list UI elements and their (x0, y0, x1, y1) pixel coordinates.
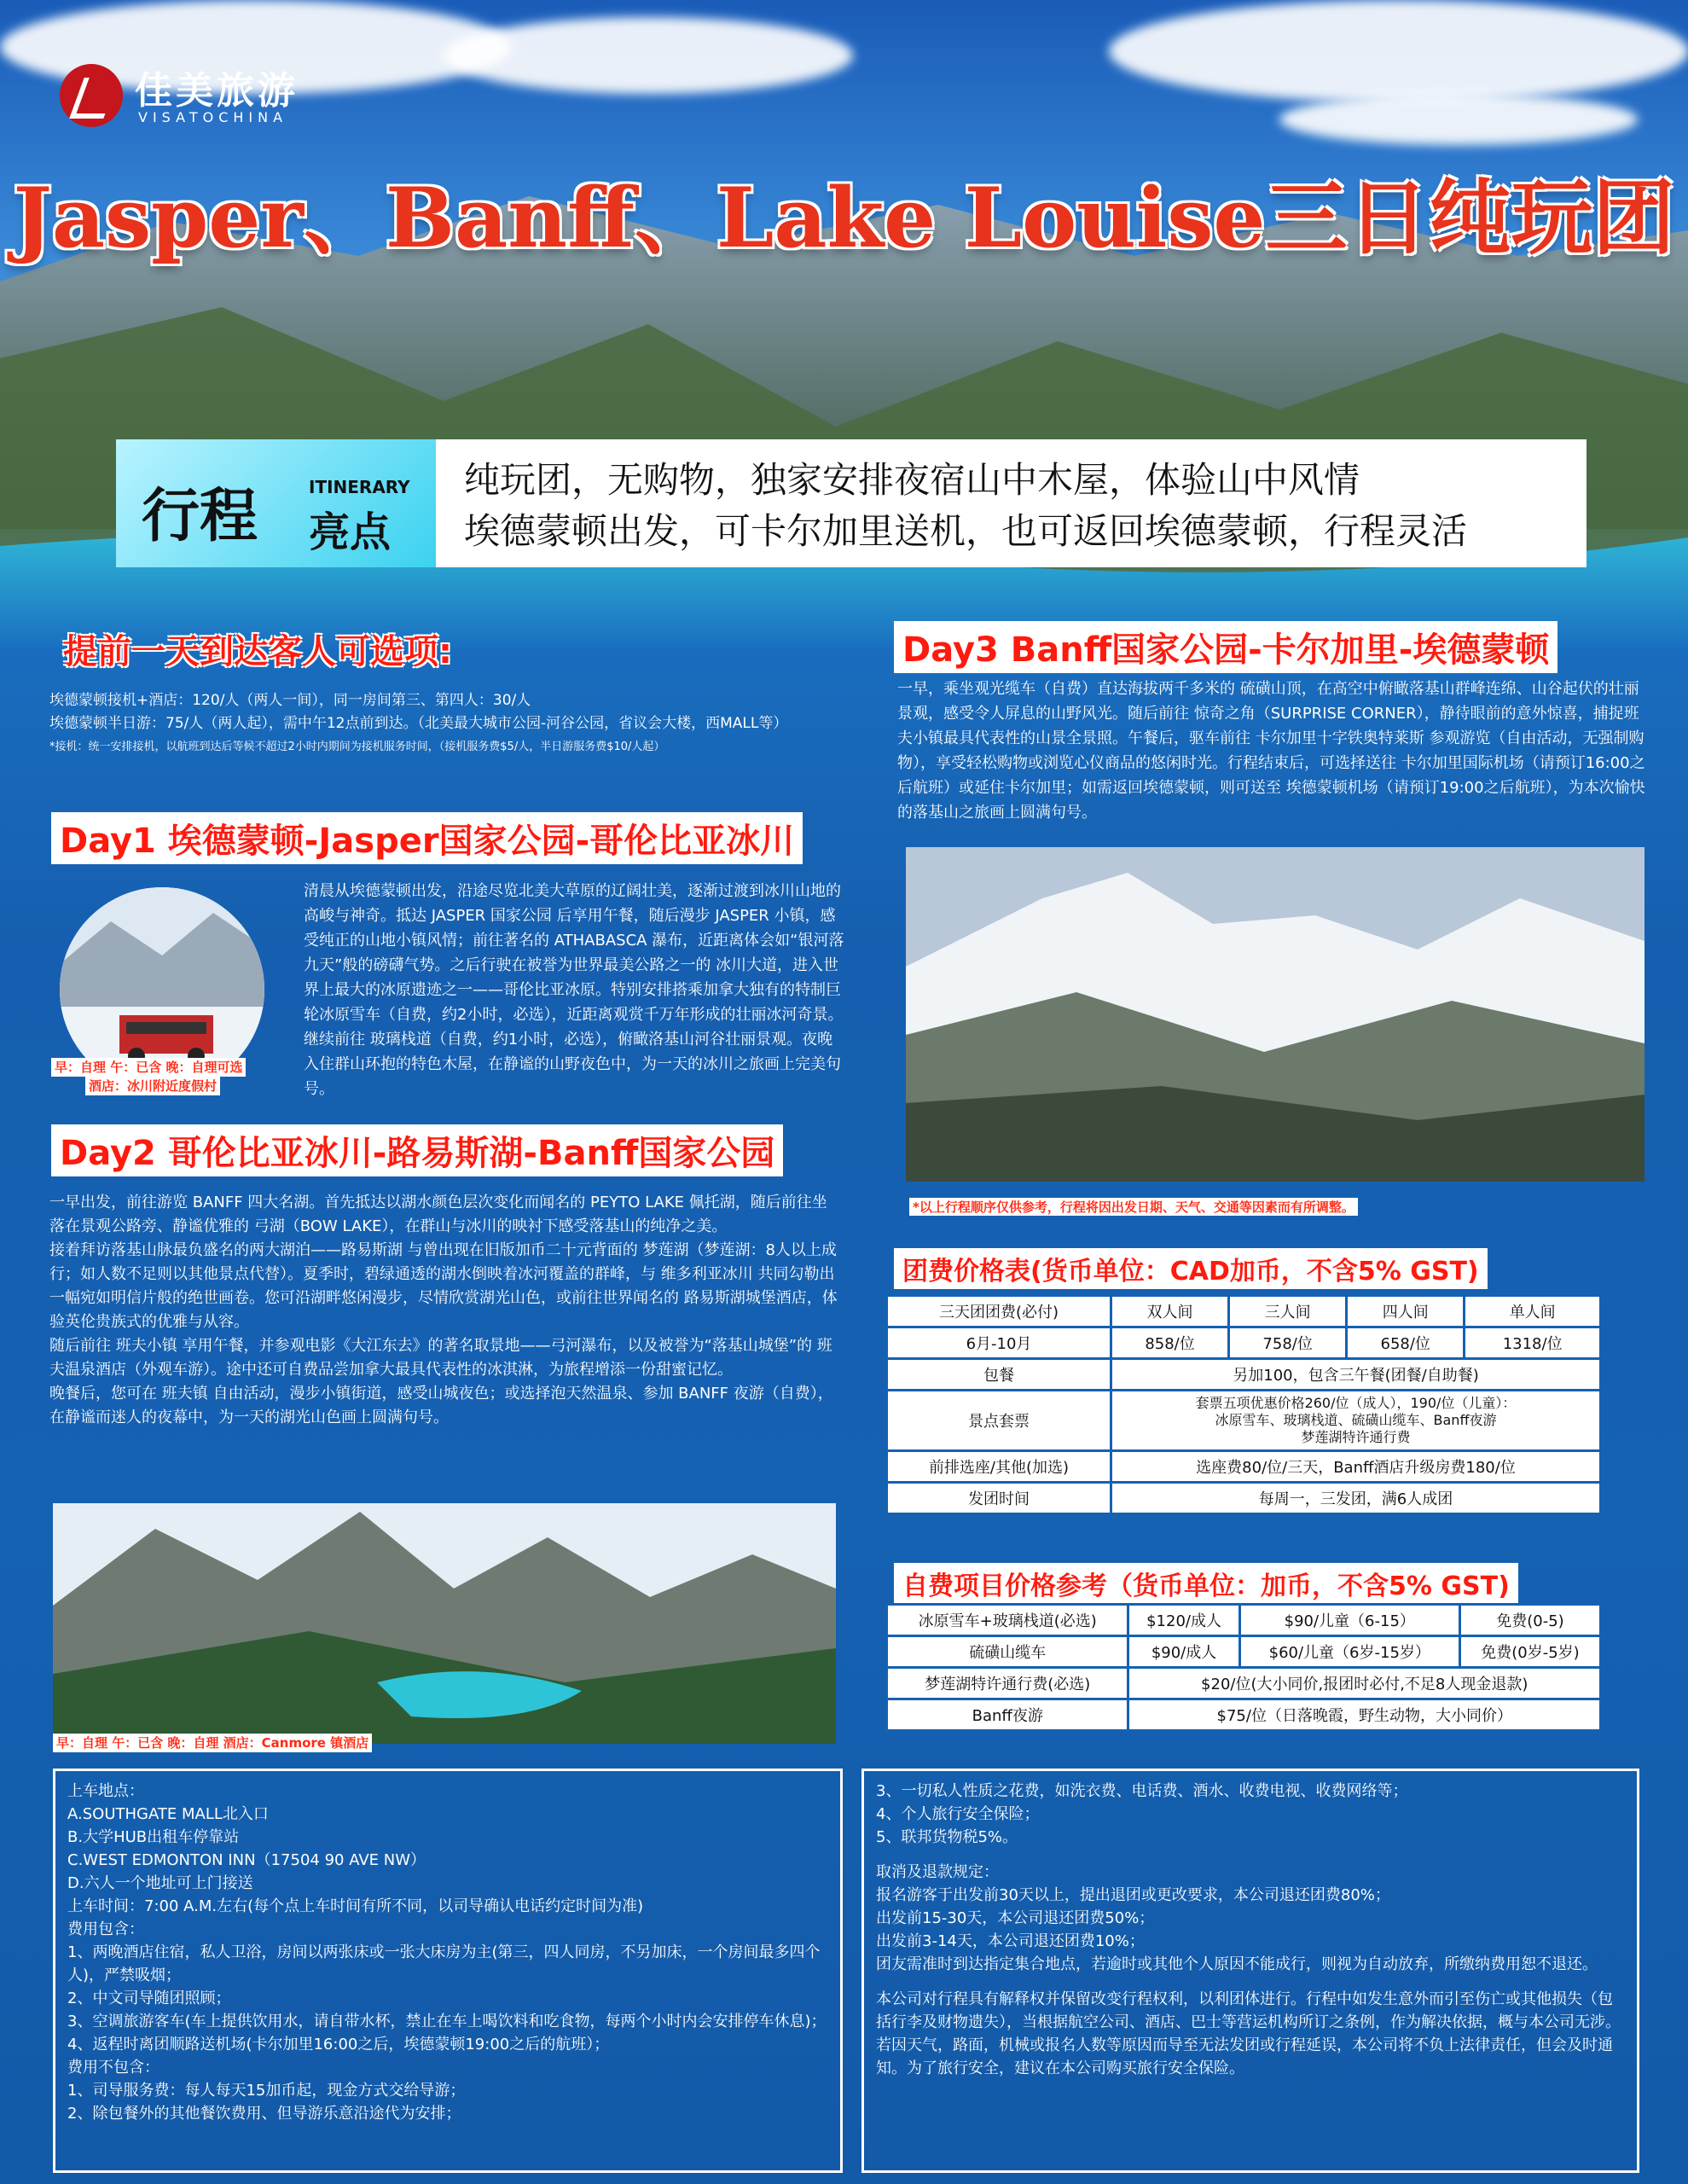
banff-mountain-illustration (906, 847, 1644, 1182)
day2-text (49, 1191, 841, 1430)
info-line: 2、中文司导随团照顾； (67, 1989, 231, 2007)
table-row (887, 1359, 1601, 1391)
table-cell: 单人间 (1465, 1296, 1601, 1327)
day2-paragraph: 接着拜访落基山脉最负盛名的两大湖泊——路易斯湖 与曾出现在旧版加币二十元背面的 梦莲湖（梦莲湖：8人以上成行；如人数不足则以其他景点代替）。夏季时，碧绿通透的湖水倒映着冰河覆盖的群峰，与 维多利亚冰川 共同勾勒出一幅宛如明信片般的绝世画卷。您可沿湖畔悠闲漫步，尽情欣赏湖光山色，或前往世界闻名的 路易斯湖城堡酒店，体验英伦贵族式的优雅与从容。 (49, 1241, 838, 1331)
table-cell: 另加100，包含三午餐(团餐/自助餐) (1111, 1359, 1601, 1391)
table-cell: 景点套票 (887, 1391, 1111, 1451)
table-cell: 每周一，三发团，满6人成团 (1111, 1483, 1601, 1514)
day3-photo (906, 847, 1644, 1182)
highlight-line: 纯玩团，无购物，独家安排夜宿山中木屋，体验山中风情 (464, 459, 1360, 501)
logo-icon (60, 64, 123, 127)
table-row (887, 1296, 1601, 1327)
info-line: 4、个人旅行安全保险； (876, 1805, 1040, 1823)
highlight-label-cn-2: 亮点 (309, 508, 392, 556)
table-cell: 双人间 (1111, 1296, 1229, 1327)
day2-paragraph: 晚餐后，您可在 班夫镇 自由活动，漫步小镇街道，感受山城夜色；或选择泡天然温泉、参加 BANFF 夜游（自费），在静谧而迷人的夜幕中，为一天的湖光山色画上圆满句号。 (49, 1385, 833, 1426)
self-table-title: 自费项目价格参考（货币单位：加币，不含5% GST) (894, 1563, 1518, 1604)
table-cell: 1318/位 (1465, 1327, 1601, 1359)
highlight-label-en: ITINERARY (309, 477, 410, 497)
info-box-right (861, 1769, 1639, 2173)
package-line: 冰原雪车、玻璃栈道、硫磺山缆车、Banff夜游 (1215, 1412, 1497, 1428)
pre-day-body (49, 689, 851, 758)
table-cell: $20/位(大小同价,报团时必付,不足8人现金退款) (1128, 1668, 1601, 1699)
table-cell: Banff夜游 (887, 1699, 1128, 1731)
pre-day-note: *接机：统一安排接机，以航班到达后等候不超过2小时内期间为接机服务时间，（接机服务费$5/人，半日游服务费$10/人起） (49, 741, 665, 753)
table-cell: $90/成人 (1128, 1636, 1239, 1668)
info-line: C.WEST EDMONTON INN（17504 90 AVE NW） (67, 1851, 426, 1869)
day2-paragraph: 随后前往 班夫小镇 享用午餐，并参观电影《大江东去》的著名取景地——弓河瀑布，以及被誉为“落基山城堡”的 班夫温泉酒店（外观车游）。途中还可自费品尝加拿大最具代表性的冰淇淋，为旅程增添一份甜蜜记忆。 (49, 1337, 832, 1379)
info-line: 费用不包含： (67, 2059, 160, 2077)
table-cell: 免费(0-5) (1459, 1605, 1600, 1636)
info-line: 3、空调旅游客车(车上提供饮用水，请自带水杯，禁止在车上喝饮料和吃食物，每两个小时内会安排停车休息)； (67, 2013, 827, 2030)
info-line: A.SOUTHGATE MALL北入口 (67, 1805, 269, 1823)
table-cell: 冰原雪车+玻璃栈道(必选) (887, 1605, 1128, 1636)
table-cell: 免费(0岁-5岁) (1459, 1636, 1600, 1668)
info-line: 上车时间：7:00 A.M.左右(每个点上车时间有所不同，以司导确认电话约定时间为准) (67, 1897, 644, 1915)
pre-day-section (55, 623, 461, 675)
package-line: 梦莲湖特许通行费 (1301, 1429, 1411, 1445)
table-cell: 包餐 (887, 1359, 1111, 1391)
table-row (887, 1327, 1601, 1359)
table-cell: 发团时间 (887, 1483, 1111, 1514)
highlight-banner (116, 439, 1586, 567)
table-cell: $60/儿童（6岁-15岁） (1239, 1636, 1459, 1668)
table-cell: 三人间 (1229, 1296, 1347, 1327)
price-table-title: 团费价格表(货币单位：CAD加币，不含5% GST) (894, 1248, 1488, 1289)
day2-title: Day2 哥伦比亚冰川-路易斯湖-Banff国家公园 (51, 1124, 783, 1176)
highlight-line: 埃德蒙顿出发，可卡尔加里送机，也可返回埃德蒙顿，行程灵活 (464, 510, 1468, 552)
info-line: D.六人一个地址可上门接送 (67, 1874, 253, 1892)
spacer (876, 1976, 1625, 1988)
info-line: 取消及退款规定： (876, 1863, 999, 1881)
info-line: 费用包含： (67, 1920, 144, 1938)
info-line: 1、两晚酒店住宿，私人卫浴，房间以两张床或一张大床房为主(第三，四人同房，不另加床，一个房间最多四个人)，严禁吸烟； (67, 1943, 821, 1984)
info-box-left (53, 1769, 843, 2173)
table-cell: 前排选座/其他(加选) (887, 1451, 1111, 1483)
info-line: 上车地点： (67, 1782, 144, 1800)
info-line: 5、联邦货物税5%。 (876, 1828, 1018, 1846)
table-cell: 758/位 (1229, 1327, 1347, 1359)
self-pay-table (885, 1603, 1602, 1732)
day3-note: *以上行程顺序仅供参考，行程将因出发日期、天气、交通等因素而有所调整。 (909, 1198, 1358, 1216)
info-line: 1、司导服务费：每人每天15加币起，现金方式交给导游； (67, 2082, 466, 2100)
table-cell: 选座费80/位/三天，Banff酒店升级房费180/位 (1111, 1451, 1601, 1483)
table-cell: 梦莲湖特许通行费(必选) (887, 1668, 1128, 1699)
table-cell: $90/儿童（6-15） (1239, 1605, 1459, 1636)
day1-meals: 早：自理 午：已含 晚：自理可选 (51, 1058, 246, 1077)
table-cell: 6月-10月 (887, 1327, 1111, 1359)
day2-paragraph: 一早出发，前往游览 BANFF 四大名湖。首先抵达以湖水颜色层次变化而闻名的 PEYTO LAKE 佩托湖，随后前往坐落在景观公路旁、静谧优雅的 弓湖（BOW LAKE），在群山与冰川的映衬下感受落基山的纯净之美。 (49, 1194, 827, 1235)
package-line: 套票五项优惠价格260/位（成人），190/位（儿童）： (1195, 1395, 1517, 1411)
spacer (876, 1849, 1625, 1861)
peyto-lake-illustration (53, 1503, 836, 1744)
table-row (887, 1636, 1601, 1668)
info-line: B.大学HUB出租车停靠站 (67, 1828, 240, 1846)
day1-hotel: 酒店：冰川附近度假村 (85, 1077, 220, 1095)
info-line: 团友需准时到达指定集合地点，若逾时或其他个人原因不能成行，则视为自动放弃，所缴纳费用恕不退还。 (876, 1955, 1598, 1973)
day1-text: 清晨从埃德蒙顿出发，沿途尽览北美大草原的辽阔壮美，逐渐过渡到冰川山地的高峻与神奇。抵达 JASPER 国家公园 后享用午餐，随后漫步 JASPER 小镇，感受纯正的山地小镇风情；前往著名的 ATHABASCA 瀑布，近距离体会如“银河落九天”般的磅礴气势。之后行驶在被誉为世界最美公路之一的 冰川大道，进入世界上最大的冰原遗迹之一——哥伦比亚冰原。特别安排搭乘加拿大独有的特制巨轮冰原雪车（自费，约2小时，必选），近距离观赏千万年形成的壮丽冰河奇景。继续前往 玻璃栈道（自费，约1小时，必选），俯瞰洛基山河谷壮丽景观。夜晚入住群山环抱的特色木屋，在静谧的山野夜色中，为一天的冰川之旅画上完美句号。 (304, 882, 844, 1098)
table-cell: $75/位（日落晚霞，野生动物，大小同价） (1128, 1699, 1601, 1731)
day3-text: 一早，乘坐观光缆车（自费）直达海拔两千多米的 硫磺山顶，在高空中俯瞰落基山群峰连绵、山谷起伏的壮丽景观，感受令人屏息的山野风光。随后前往 惊奇之角（SURPRISE CORNER），静待眼前的意外惊喜，捕捉班夫小镇最具代表性的山景全景照。午餐后，驱车前往 卡尔加里十字铁奥特莱斯 参观游览（自由活动，无强制购物），享受轻松购物或浏览心仪商品的悠闲时光。行程结束后，可选择送往 卡尔加里国际机场（请预订16:00之后航班）或延住卡尔加里；如需返回埃德蒙顿，则可送至 埃德蒙顿机场（请预订19:00之后航班），为本次愉快的落基山之旅画上圆满句号。 (897, 680, 1645, 822)
page-title: Jasper、Banff、Lake Louise三日纯玩团 (13, 170, 1675, 266)
table-cell: $120/成人 (1128, 1605, 1239, 1636)
table-cell: 658/位 (1347, 1327, 1465, 1359)
table-cell: 硫磺山缆车 (887, 1636, 1128, 1668)
table-row (887, 1668, 1601, 1699)
info-line: 3、一切私人性质之花费，如洗衣费、电话费、酒水、收费电视、收费网络等； (876, 1782, 1408, 1800)
table-cell: 858/位 (1111, 1327, 1229, 1359)
table-row (887, 1451, 1601, 1483)
table-cell: 四人间 (1347, 1296, 1465, 1327)
table-row (887, 1605, 1601, 1636)
day2-meals: 早：自理 午：已含 晚：自理 酒店：Canmore 镇酒店 (53, 1734, 372, 1752)
pre-day-line: 埃德蒙顿接机+酒店：120/人（两人一间），同一房间第三、第四人：30/人 (49, 692, 531, 709)
info-line: 2、除包餐外的其他餐饮费用、但导游乐意沿途代为安排； (67, 2105, 461, 2123)
highlight-label (116, 439, 436, 567)
logo-en: VISATOCHINA (138, 109, 288, 125)
info-line: 本公司对行程具有解释权并保留改变行程权利，以利团体进行。行程中如发生意外而引至伤亡或其他损失（包括行李及财物遗失），当根据航空公司、酒店、巴士等营运机构所订之条例，作为解决依据，概与本公司无涉。若因天气，路面，机械或报名人数等原因而导至无法发团或行程延误，本公司将不负上法律责任，但会及时通知。为了旅行安全，建议在本公司购买旅行安全保险。 (876, 1990, 1621, 2077)
day2-photo (53, 1503, 836, 1744)
price-table (885, 1294, 1602, 1515)
info-line: 出发前15-30天，本公司退还团费50%； (876, 1909, 1155, 1927)
pre-day-title: 提前一天到达客人可选项: (63, 632, 452, 671)
company-logo (60, 60, 367, 136)
day3-title: Day3 Banff国家公园-卡尔加里-埃德蒙顿 (894, 621, 1557, 673)
day1-title: Day1 埃德蒙顿-Jasper国家公园-哥伦比亚冰川 (51, 812, 803, 864)
highlight-lines (464, 455, 1467, 557)
info-line: 4、返程时离团顺路送机场(卡尔加里16:00之后，埃德蒙顿19:00之后的航班）； (67, 2036, 610, 2053)
table-cell (1111, 1391, 1601, 1451)
table-row (887, 1699, 1601, 1731)
logo-cn: 佳美旅游 (135, 69, 299, 113)
highlight-label-cn-1: 行程 (142, 483, 258, 550)
info-line: 报名游客于出发前30天以上，提出退团或更改要求，本公司退还团费80%； (876, 1886, 1390, 1904)
table-cell: 三天团团费(必付) (887, 1296, 1111, 1327)
info-line: 出发前3-14天，本公司退还团费10%； (876, 1932, 1145, 1950)
pre-day-line: 埃德蒙顿半日游：75/人（两人起），需中午12点前到达。（北美最大城市公园-河谷公园，省议会大楼，西MALL等） (49, 715, 788, 732)
table-row (887, 1483, 1601, 1514)
table-row (887, 1391, 1601, 1451)
